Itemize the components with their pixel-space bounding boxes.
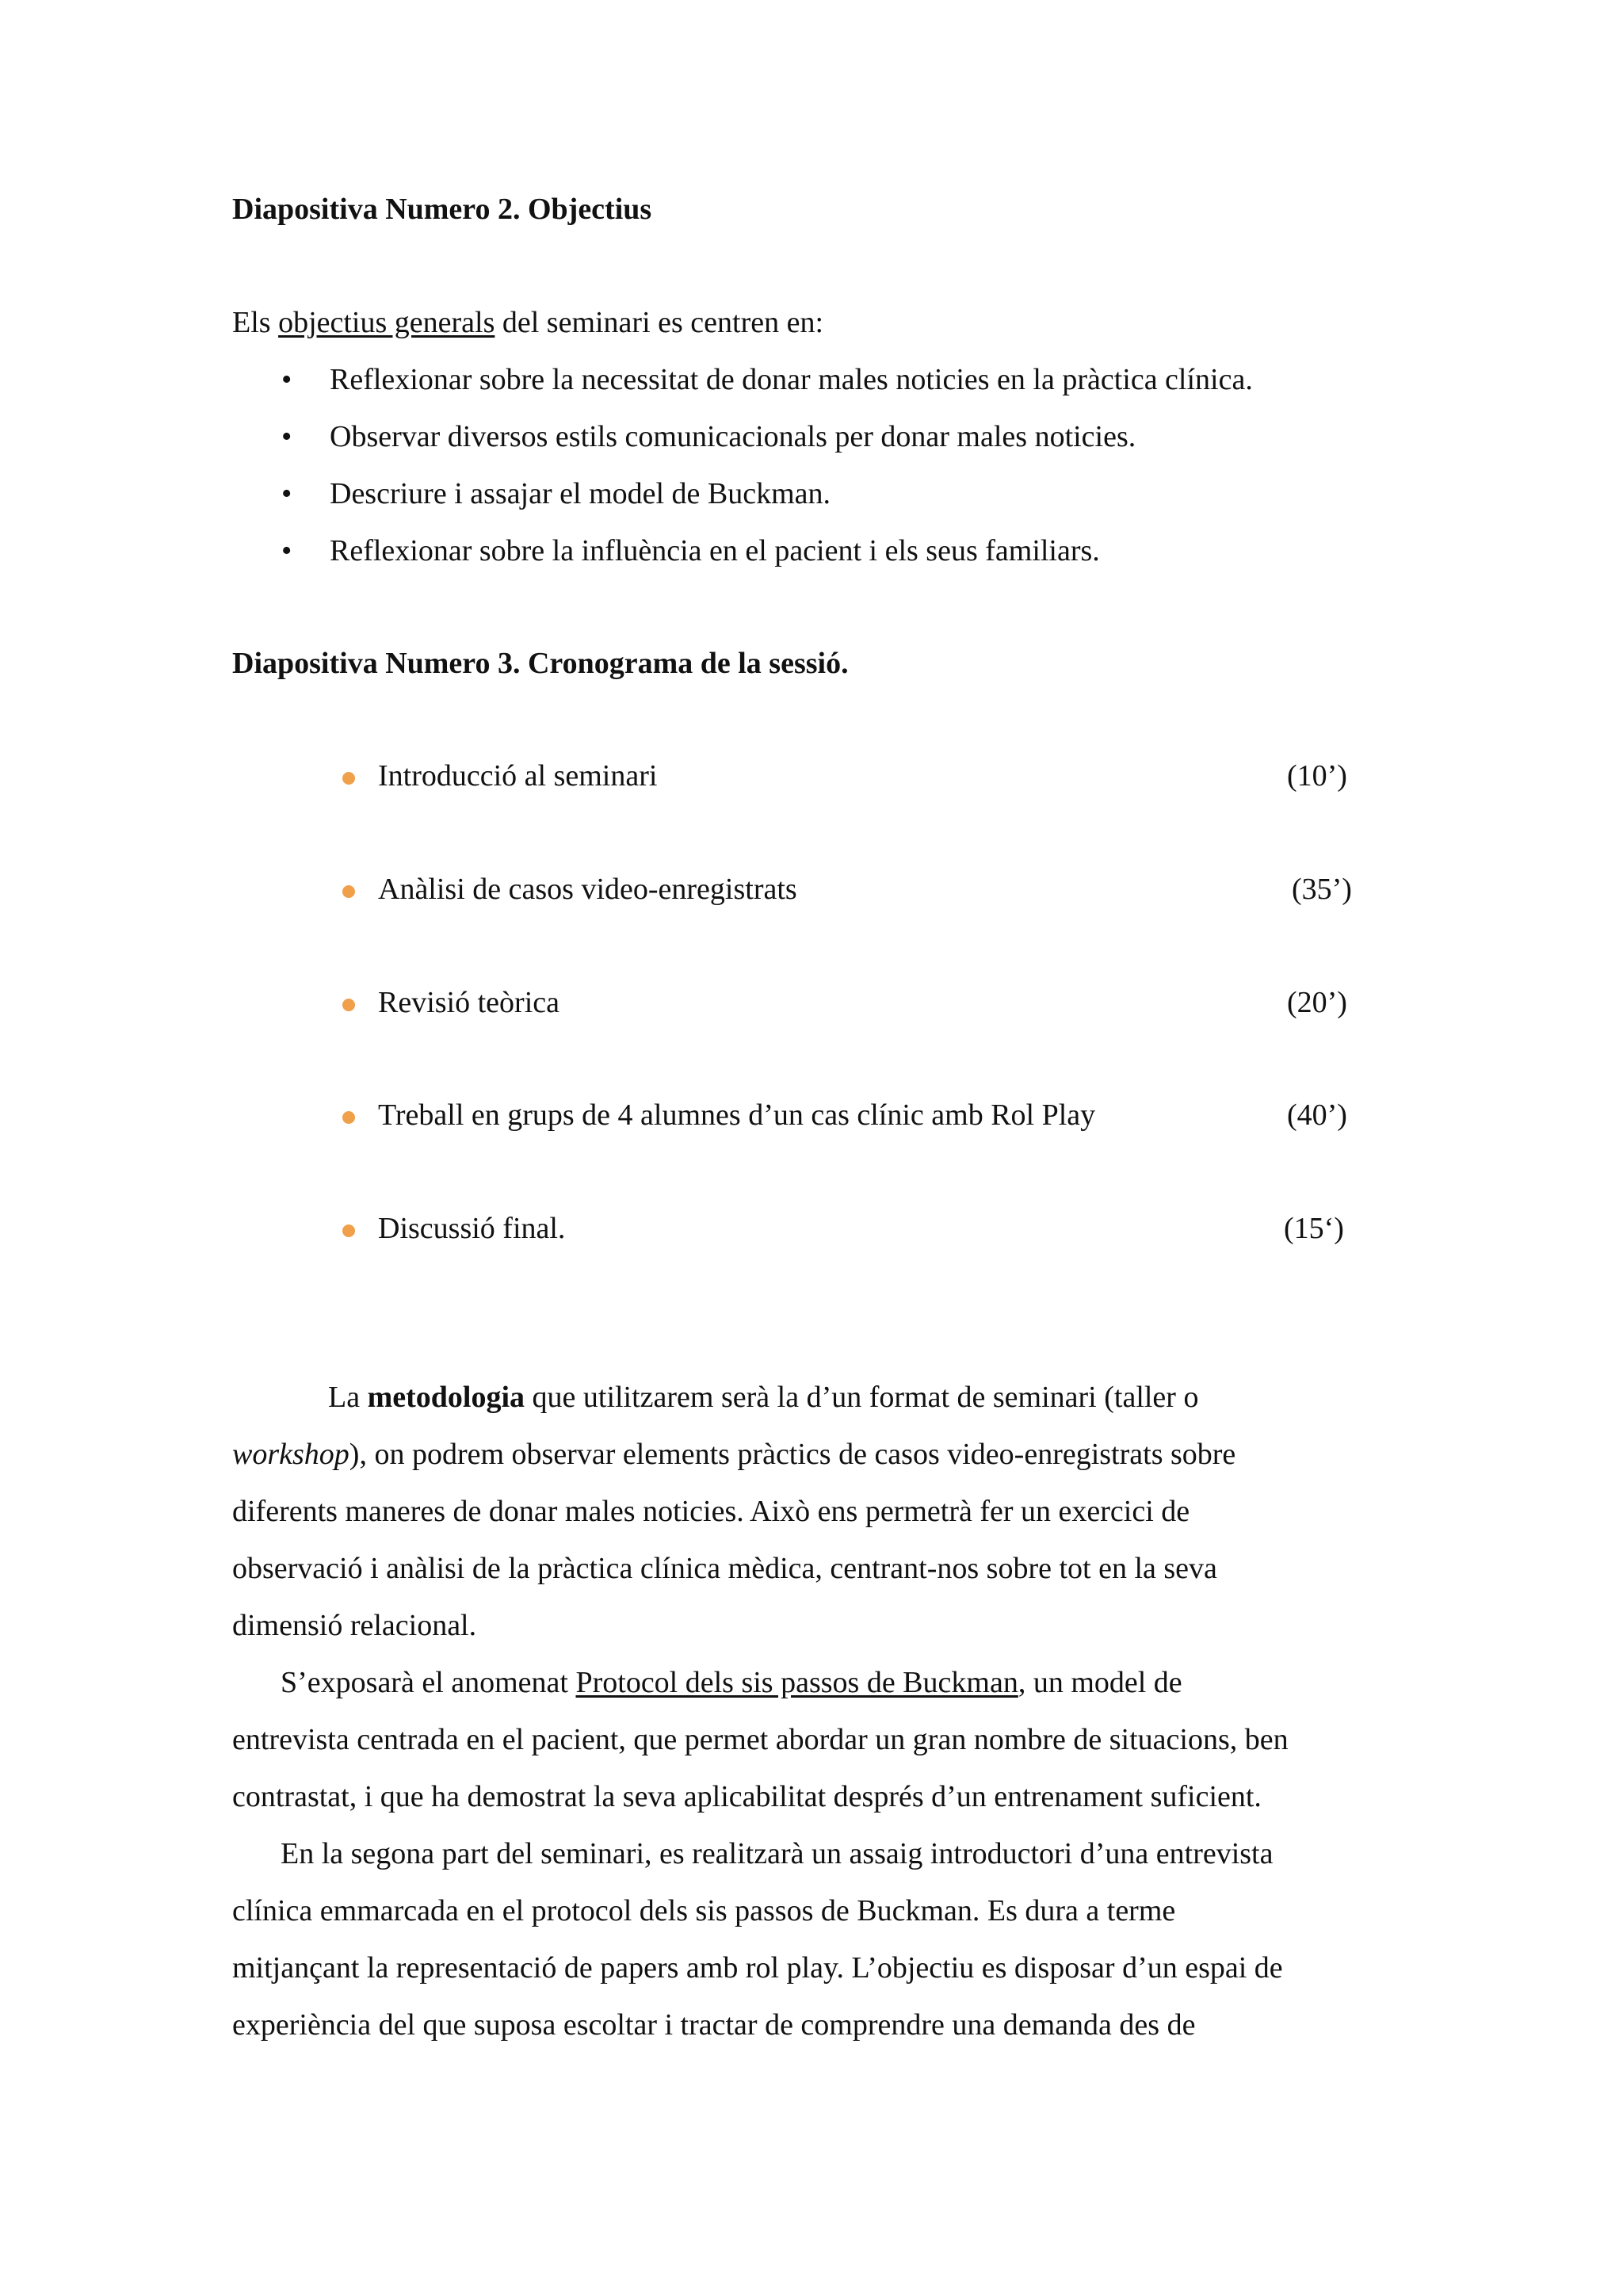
schedule-item-label: Anàlisi de casos video-enregistrats — [378, 873, 797, 906]
bullet-icon: • — [281, 534, 292, 567]
methodology-line — [328, 1380, 1198, 1415]
methodology-line: dimensió relacional. — [232, 1609, 477, 1642]
orange-bullet-icon — [342, 999, 355, 1011]
schedule-item-time: (40’) — [1287, 1098, 1347, 1132]
methodology-line — [232, 1437, 1235, 1472]
text-span: que utilitzarem serà la d’un format de seminari (taller o — [525, 1381, 1199, 1414]
objectius-generals-link: objectius generals — [278, 306, 495, 339]
bullet-icon: • — [281, 363, 292, 396]
objectives-intro — [232, 305, 823, 340]
schedule-item-time: (10’) — [1287, 759, 1347, 793]
methodology-line: mitjançant la representació de papers amb rol play. L’objectiu es disposar d’un espai de — [232, 1951, 1283, 1985]
schedule-item-label: Introducció al seminari — [378, 759, 658, 793]
schedule-item-time: (20’) — [1287, 986, 1347, 1019]
schedule-item-label: Discussió final. — [378, 1212, 566, 1245]
objective-item: Reflexionar sobre la necessitat de donar males noticies en la pràctica clínica. — [330, 363, 1253, 396]
orange-bullet-icon — [342, 1224, 355, 1237]
objective-item: Descriure i assajar el model de Buckman. — [330, 477, 831, 510]
text-span: , un model de — [1018, 1666, 1182, 1699]
text-span: S’exposarà el anomenat — [281, 1666, 576, 1699]
bullet-icon: • — [281, 420, 292, 453]
workshop-italic: workshop — [232, 1438, 349, 1471]
intro-prefix: Els — [232, 306, 279, 339]
slide3-heading: Diapositiva Numero 3. Cronograma de la sessió. — [232, 647, 849, 680]
bullet-icon: • — [281, 477, 292, 510]
objective-item: Reflexionar sobre la influència en el pacient i els seus familiars. — [330, 534, 1100, 567]
orange-bullet-icon — [342, 885, 355, 898]
methodology-line: observació i anàlisi de la pràctica clínica mèdica, centrant-nos sobre tot en la seva — [232, 1552, 1217, 1585]
schedule-item-label: Revisió teòrica — [378, 986, 559, 1019]
metodologia-bold: metodologia — [367, 1381, 525, 1414]
orange-bullet-icon — [342, 772, 355, 785]
orange-bullet-icon — [342, 1111, 355, 1124]
methodology-line — [281, 1665, 1182, 1700]
schedule-item-label: Treball en grups de 4 alumnes d’un cas clínic amb Rol Play — [378, 1098, 1096, 1132]
methodology-line: experiència del que suposa escoltar i tractar de comprendre una demanda des de — [232, 2008, 1196, 2042]
buckman-protocol-link: Protocol dels sis passos de Buckman — [575, 1666, 1018, 1699]
text-span: ), on podrem observar elements pràctics de casos video-enregistrats sobre — [349, 1438, 1236, 1471]
schedule-item-time: (15‘) — [1284, 1212, 1344, 1245]
methodology-line: diferents maneres de donar males noticies. Això ens permetrà fer un exercici de — [232, 1495, 1190, 1528]
methodology-line: entrevista centrada en el pacient, que permet abordar un gran nombre de situacions, ben — [232, 1723, 1289, 1756]
intro-suffix: del seminari es centren en: — [495, 306, 824, 339]
methodology-line: En la segona part del seminari, es realitzarà un assaig introductori d’una entrevista — [281, 1837, 1274, 1870]
slide2-heading: Diapositiva Numero 2. Objectius — [232, 193, 652, 226]
methodology-line: contrastat, i que ha demostrat la seva aplicabilitat després d’un entrenament suficient. — [232, 1780, 1262, 1813]
objective-item: Observar diversos estils comunicacionals per donar males noticies. — [330, 420, 1136, 453]
text-span: La — [328, 1381, 368, 1414]
schedule-item-time: (35’) — [1292, 873, 1352, 906]
methodology-line: clínica emmarcada en el protocol dels sis passos de Buckman. Es dura a terme — [232, 1894, 1176, 1927]
